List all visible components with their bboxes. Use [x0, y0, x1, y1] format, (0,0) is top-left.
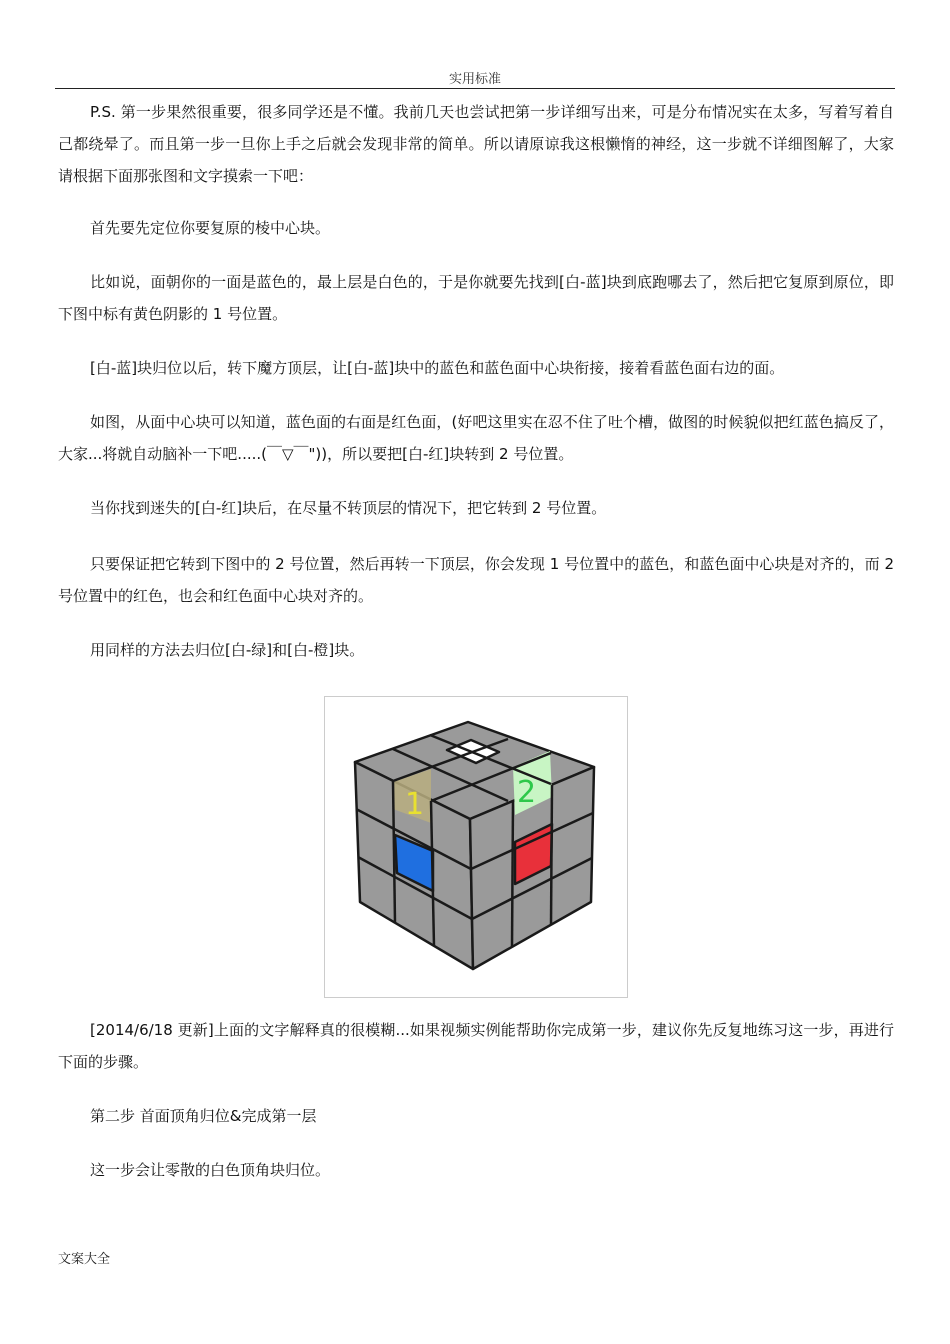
- paragraph-text: 比如说，面朝你的一面是蓝色的，最上层是白色的，于是你就要先找到[白-蓝]块到底跑哪去了，然后把它复原到原位，即下图中标有黄色阴影的 1 号位置。: [58, 273, 894, 323]
- paragraph-text: P.S. 第一步果然很重要，很多同学还是不懂。我前几天也尝试把第一步详细写出来，可是分布情况实在太多，写着写着自己都绕晕了。而且第一步一旦你上手之后就会发现非常的简单。所以请原谅我这根懒惰的神经，这一步就不详细图解了，大家请根据下面那张图和文字摸索一下吧：: [58, 103, 894, 185]
- paragraph-text: 当你找到迷失的[白-红]块后，在尽量不转顶层的情况下，把它转到 2 号位置。: [90, 499, 607, 517]
- paragraph-example: [58, 266, 894, 330]
- paragraph-text: 用同样的方法去归位[白-绿]和[白-橙]块。: [90, 641, 365, 659]
- page-header: 实用标准: [448, 72, 501, 87]
- paragraph-text: 首先要先定位你要复原的棱中心块。: [90, 219, 331, 237]
- header-rule: [55, 88, 895, 89]
- rubiks-cube-illustration: [325, 697, 627, 997]
- paragraph-locate-edge: [58, 212, 894, 244]
- paragraph-same-method: [58, 634, 894, 666]
- paragraph-text: 第二步 首面顶角归位&完成第一层: [90, 1107, 317, 1125]
- paragraph-turn-top: [58, 352, 894, 384]
- paragraph-text: [白-蓝]块归位以后，转下魔方顶层，让[白-蓝]块中的蓝色和蓝色面中心块衔接，接着看蓝色面右边的面。: [90, 359, 785, 377]
- cube-figure: [324, 696, 628, 998]
- position-2-label: 2: [517, 775, 537, 810]
- paragraph-text: 如图，从面中心块可以知道，蓝色面的右面是红色面，(好吧这里实在忍不住了吐个槽，做图的时候貌似把红蓝色搞反了，大家...将就自动脑补一下吧.....(￣▽￣"))，所以要把[白-红]块转到 2 号位置。: [58, 413, 894, 463]
- paragraph-find-white-red: [58, 492, 894, 524]
- paragraph-text: 只要保证把它转到下图中的 2 号位置，然后再转一下顶层，你会发现 1 号位置中的蓝色，和蓝色面中心块是对齐的，而 2 号位置中的红色，也会和红色面中心块对齐的。: [58, 555, 894, 605]
- paragraph-right-face: [58, 406, 894, 470]
- paragraph-align: [58, 548, 894, 612]
- paragraph-text: 这一步会让零散的白色顶角块归位。: [90, 1161, 331, 1179]
- paragraph-step2-heading: [58, 1100, 894, 1132]
- paragraph-ps: [58, 96, 894, 192]
- position-1-label: 1: [405, 787, 425, 822]
- page-footer: 文案大全: [58, 1252, 111, 1267]
- paragraph-update-note: [58, 1014, 894, 1078]
- paragraph-text: [2014/6/18 更新]上面的文字解释真的很模糊...如果视频实例能帮助你完成第一步，建议你先反复地练习这一步，再进行下面的步骤。: [58, 1021, 894, 1071]
- paragraph-step2-intro: [58, 1154, 894, 1186]
